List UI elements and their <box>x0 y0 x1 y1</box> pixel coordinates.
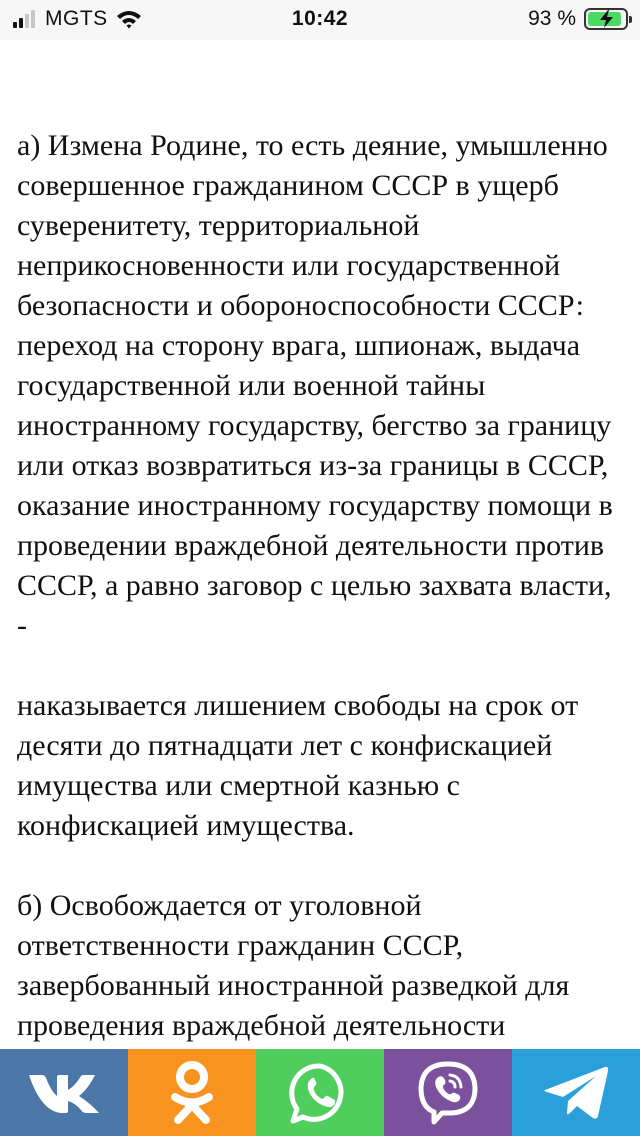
share-whatsapp-button[interactable] <box>256 1049 384 1136</box>
whatsapp-icon <box>288 1061 352 1125</box>
battery-tip <box>629 16 632 23</box>
article-paragraph-b: б) Освобождается от уголовной ответственности гражданин СССР, завербованный иностранной разведкой для проведения враждебной деятельности <box>17 889 570 1042</box>
status-bar <box>0 0 640 40</box>
carrier-name: MGTS <box>45 7 108 30</box>
status-right <box>528 7 628 31</box>
share-bar <box>0 1049 640 1136</box>
article-paragraph-a: а) Измена Родине, то есть деяние, умышленно совершенное гражданином СССР в ущерб суверенитету, территориальной неприкосновенности или государственной безопасности и обороноспособности СССР: переход на сторону врага, шпионаж, выдача государственной или военной тайны иностранному государству, бегство за границу или отказ возвратиться из-за границы в СССР, оказание иностранному государству помощи в проведении враждебной деятельности против СССР, а равно заговор с целью захвата власти, - <box>17 129 613 642</box>
article-paragraph-penalty: наказывается лишением свободы на срок от десяти до пятнадцати лет с конфискацией имущества или смертной казнью с конфискацией имущества. <box>17 689 579 842</box>
odnoklassniki-icon <box>169 1060 215 1126</box>
telegram-icon <box>541 1063 611 1123</box>
share-viber-button[interactable] <box>384 1049 512 1136</box>
battery-icon <box>584 8 628 30</box>
article-content <box>17 126 623 1086</box>
share-telegram-button[interactable] <box>512 1049 640 1136</box>
share-vk-button[interactable] <box>0 1049 128 1136</box>
viber-icon <box>416 1060 480 1126</box>
vk-icon <box>27 1071 101 1115</box>
status-time: 10:42 <box>291 7 349 30</box>
battery-percent: 93 % <box>528 7 576 30</box>
charging-bolt-icon <box>597 10 617 28</box>
share-odnoklassniki-button[interactable] <box>128 1049 256 1136</box>
